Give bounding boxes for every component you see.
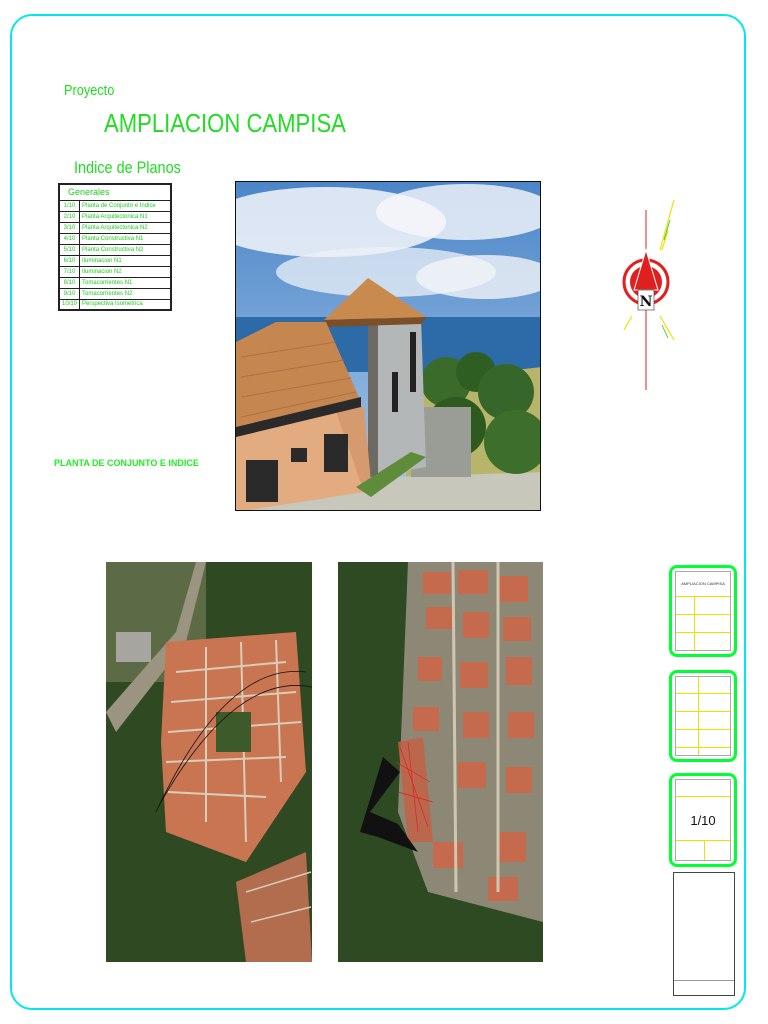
stamp-divider — [674, 980, 734, 981]
title-block-divider — [676, 840, 730, 841]
index-row-number: 8/10 — [59, 277, 80, 288]
title-block-divider — [676, 693, 730, 694]
index-row-number: 4/10 — [59, 233, 80, 244]
index-row — [59, 266, 171, 277]
index-group-row — [59, 184, 171, 200]
sheet-number: 1/10 — [690, 813, 716, 828]
project-title: AMPLIACION CAMPISA — [104, 108, 346, 138]
section-label: PLANTA DE CONJUNTO E INDICE — [54, 458, 199, 468]
north-letter: N — [639, 294, 653, 310]
index-row — [59, 244, 171, 255]
index-row-name: Planta Arquitectonica N2 — [80, 222, 171, 233]
title-block-divider — [676, 614, 730, 615]
index-row — [59, 299, 171, 310]
index-row-number: 5/10 — [59, 244, 80, 255]
index-row-name: Planta Arquitectonica N1 — [80, 211, 171, 222]
satellite-image-right — [338, 562, 543, 962]
satellite-image-left — [106, 562, 312, 962]
index-row-name: Planta Constructiva N2 — [80, 244, 171, 255]
title-block-divider — [676, 729, 730, 730]
title-block-sheet — [669, 773, 737, 867]
index-row — [59, 200, 171, 211]
title-block-project-name: AMPLIACION CAMPISA — [681, 581, 725, 586]
index-row-number: 3/10 — [59, 222, 80, 233]
title-block-divider — [676, 632, 730, 633]
index-row-number: 2/10 — [59, 211, 80, 222]
title-block-inner — [675, 676, 731, 756]
index-row-name: Iluminacion N1 — [80, 255, 171, 266]
index-row — [59, 222, 171, 233]
index-row-name: Planta de Conjunto e Indice — [80, 200, 171, 211]
index-row-name: Iluminacion N2 — [80, 266, 171, 277]
index-row — [59, 288, 171, 299]
title-block-divider — [676, 747, 730, 748]
index-row — [59, 277, 171, 288]
title-block-divider — [694, 596, 695, 650]
plans-index-table — [58, 183, 172, 311]
title-block-divider — [676, 796, 730, 797]
index-title: Indice de Planos — [74, 158, 181, 177]
title-block-divider — [676, 596, 730, 597]
index-row-number: 1/10 — [59, 200, 80, 211]
index-row-name: Tomacorrientes N1 — [80, 277, 171, 288]
stamp-box — [673, 872, 735, 996]
title-block-divider — [698, 677, 699, 755]
index-row-number: 9/10 — [59, 288, 80, 299]
index-row-number: 7/10 — [59, 266, 80, 277]
index-row — [59, 211, 171, 222]
title-block-inner — [675, 779, 731, 861]
index-row-name: Planta Constructiva N1 — [80, 233, 171, 244]
index-row-name: Tomacorrientes N2 — [80, 288, 171, 299]
building-render — [235, 181, 541, 511]
index-group-header: Generales — [59, 184, 171, 200]
title-block-divider — [676, 711, 730, 712]
index-row-number: 6/10 — [59, 255, 80, 266]
north-arrow — [616, 190, 696, 400]
index-row — [59, 233, 171, 244]
index-row-name: Perspectiva Isometrica — [80, 299, 171, 310]
title-block-info — [669, 670, 737, 762]
index-row-number: 10/10 — [59, 299, 80, 310]
title-block-divider — [704, 840, 705, 860]
title-block-inner — [675, 571, 731, 651]
index-row — [59, 255, 171, 266]
title-block-project — [669, 565, 737, 657]
project-label: Proyecto — [64, 82, 115, 99]
